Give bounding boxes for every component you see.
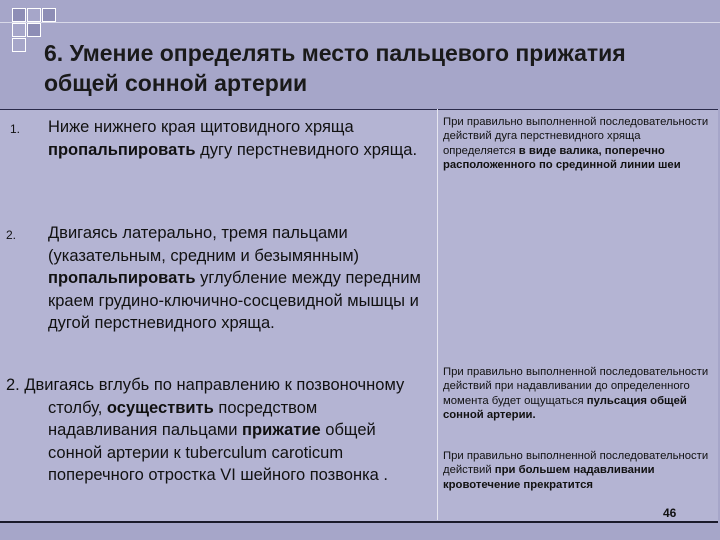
note-3 <box>443 449 713 492</box>
decor-square <box>12 38 26 52</box>
note-emphasis: при большем надавливании кровотечение прекратится <box>443 464 655 491</box>
step-marker: 2. <box>6 376 25 394</box>
step-emphasis: пропальпировать <box>48 140 196 159</box>
note-1 <box>443 115 713 172</box>
note-emphasis: пульсация общей сонной артерии. <box>443 394 687 421</box>
column-divider <box>437 109 438 520</box>
note-text: При правильно выполненной последовательности действий дуга перстневидного хряща определяется <box>443 116 709 157</box>
step-emphasis: прижатие <box>242 421 321 439</box>
step-marker: 2. <box>6 228 17 242</box>
step-text: общей сонной артерии к tuberculum caroticum поперечного отростка VI шейного позвонка . <box>48 421 388 484</box>
step-text: Ниже нижнего края щитовидного хряща <box>48 118 354 136</box>
decor-square <box>12 8 26 22</box>
decor-square <box>27 23 41 37</box>
note-text: При правильно выполненной последовательности действий <box>443 450 709 477</box>
step-text: углубление между передним краем грудино-ключично-сосцевидной мышцы и дугой перстневидного хряща. <box>48 269 421 332</box>
top-rule <box>0 22 720 23</box>
decor-square <box>27 8 41 22</box>
slide-title: 6. Умение определять место пальцевого прижатия общей сонной артерии <box>44 40 626 96</box>
decor-square <box>42 8 56 22</box>
step-1-text <box>48 116 433 161</box>
note-text: При правильно выполненной последовательности действий при надавливании до определенного момента будет ощущаться <box>443 366 709 407</box>
note-2 <box>443 365 713 422</box>
step-2-text <box>48 222 436 335</box>
step-text: Двигаясь вглубь по направлению к позвоночному столбу, <box>24 376 405 417</box>
step-text: дугу перстневидного хряща. <box>195 140 418 159</box>
step-emphasis: пропальпировать <box>48 269 196 287</box>
decor-square <box>12 23 26 37</box>
step-text: посредством надавливания пальцами <box>48 398 318 439</box>
page-number: 46 <box>663 506 677 520</box>
step-3-text <box>6 374 430 487</box>
step-marker: 1. <box>10 122 21 136</box>
step-emphasis: осуществить <box>106 398 214 417</box>
note-emphasis: в виде валика, поперечно расположенного по срединной линии шеи <box>443 144 681 171</box>
step-text: Двигаясь латерально, тремя пальцами (указательным, средним и безымянным) <box>48 224 360 265</box>
